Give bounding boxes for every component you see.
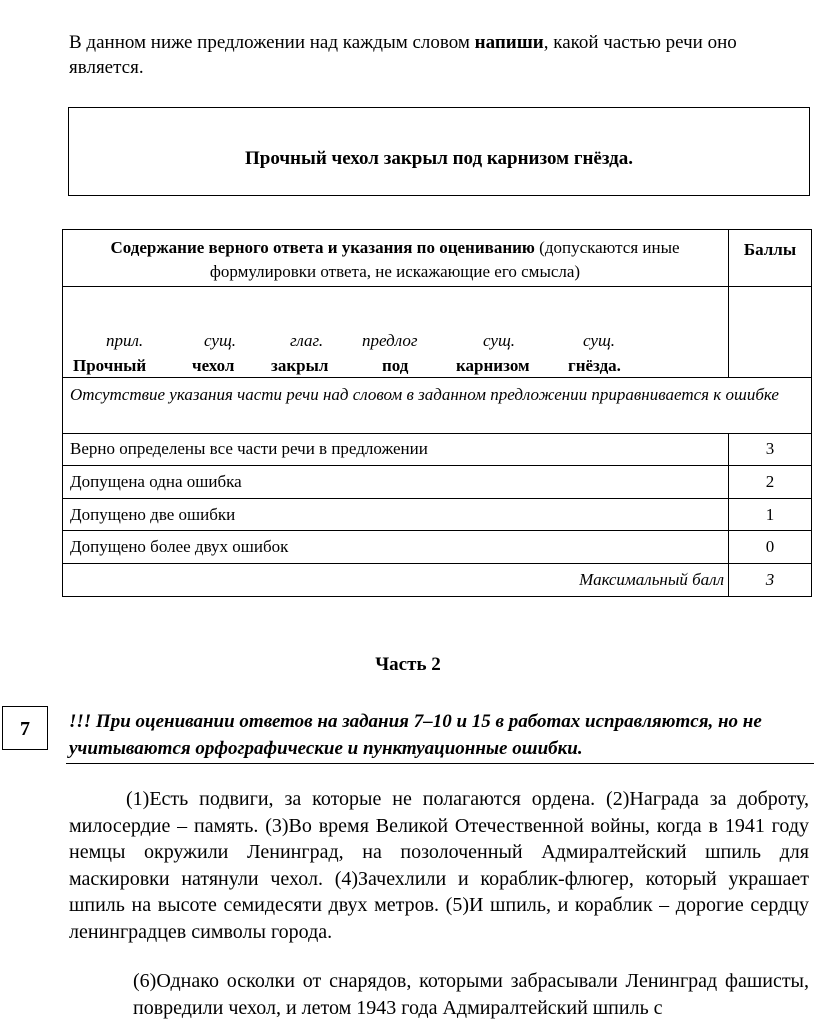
table-border [62, 229, 63, 597]
text-paragraph: (1)Есть подвиги, за которые не полагаются ордена. (2)Награда за доброту, милосердие – память. (3)Во время Великой Отечественной войны, когда в 1941 году немцы окружили Ленинград, на позолоченный Адмиралтейский шпиль для маскировки натянули чехол. (4)Зачехлили и кораблик-флюгер, который украшает шпиль на высоте семидесяти двух метров. (5)И шпиль, и кораблик – дорогие сердцу ленинградцев символы города. [69, 788, 809, 943]
table-border [62, 433, 812, 434]
table-border [62, 229, 812, 230]
instruction-text-end: , какой частью речи оно является. [69, 32, 737, 78]
criterion-text: Верно определены все части речи в предложении [70, 439, 428, 458]
sentence-word: закрыл [271, 356, 329, 375]
criterion-points: 2 [765, 472, 775, 491]
criterion-text: Допущено более двух ошибок [70, 537, 289, 556]
pos-label: глаг. [290, 331, 324, 350]
criterion-points: 0 [765, 537, 775, 556]
sentence-word: гнёзда. [568, 356, 621, 375]
instruction-text-start: В данном ниже предложении над каждым словом [69, 32, 475, 53]
task-number-box: 7 [2, 706, 48, 750]
max-score-label: Максимальный балл [579, 570, 724, 589]
points-header: Баллы [743, 240, 797, 259]
criterion-text: Допущена одна ошибка [70, 472, 242, 491]
table-border [811, 229, 812, 597]
pos-label: сущ. [583, 331, 616, 350]
criteria-header [68, 236, 722, 284]
table-border [62, 530, 812, 531]
sentence-word: карнизом [456, 356, 530, 375]
part-title: Часть 2 [375, 654, 441, 675]
table-border [62, 286, 812, 287]
pos-label: сущ. [204, 331, 237, 350]
table-border [62, 563, 812, 564]
table-border [62, 465, 812, 466]
sentence-text: Прочный чехол закрыл под карнизом гнёзда. [244, 148, 634, 169]
instruction-bold-word: напиши [474, 32, 544, 53]
grading-notice: !!! При оценивании ответов на задания 7–10 и 15 в работах исправляются, но не учитываются орфографические и пунктуационные ошибки. [69, 711, 762, 759]
sentence-box [68, 107, 810, 196]
pos-label: сущ. [483, 331, 516, 350]
text-paragraph: (6)Однако осколки от снарядов, которыми забрасывали Ленинград фашисты, повредили чехол, и летом 1943 года Адмиралтейский шпиль с [133, 970, 809, 1019]
table-border [62, 377, 812, 378]
criterion-text: Допущено две ошибки [70, 505, 236, 524]
table-border [62, 498, 812, 499]
pos-label: прил. [106, 331, 144, 350]
notice-underline [66, 763, 814, 764]
table-border [62, 596, 812, 597]
grading-table [62, 229, 812, 597]
max-score-value: 3 [765, 570, 775, 589]
criteria-header-bold: Содержание верного ответа и указания по оцениванию [110, 238, 535, 257]
criterion-points: 1 [765, 505, 775, 524]
task-instruction [69, 30, 809, 80]
criteria-header-note: (допускаются иные формулировки ответа, не искажающие его смысла) [209, 238, 680, 281]
pos-label: предлог [362, 331, 418, 350]
sentence-word: чехол [192, 356, 235, 375]
sentence-word: Прочный [73, 356, 147, 375]
criterion-points: 3 [765, 439, 775, 458]
sentence-word: под [382, 356, 409, 375]
grading-note: Отсутствие указания части речи над словом в заданном предложении приравнивается к ошибке [70, 385, 779, 404]
